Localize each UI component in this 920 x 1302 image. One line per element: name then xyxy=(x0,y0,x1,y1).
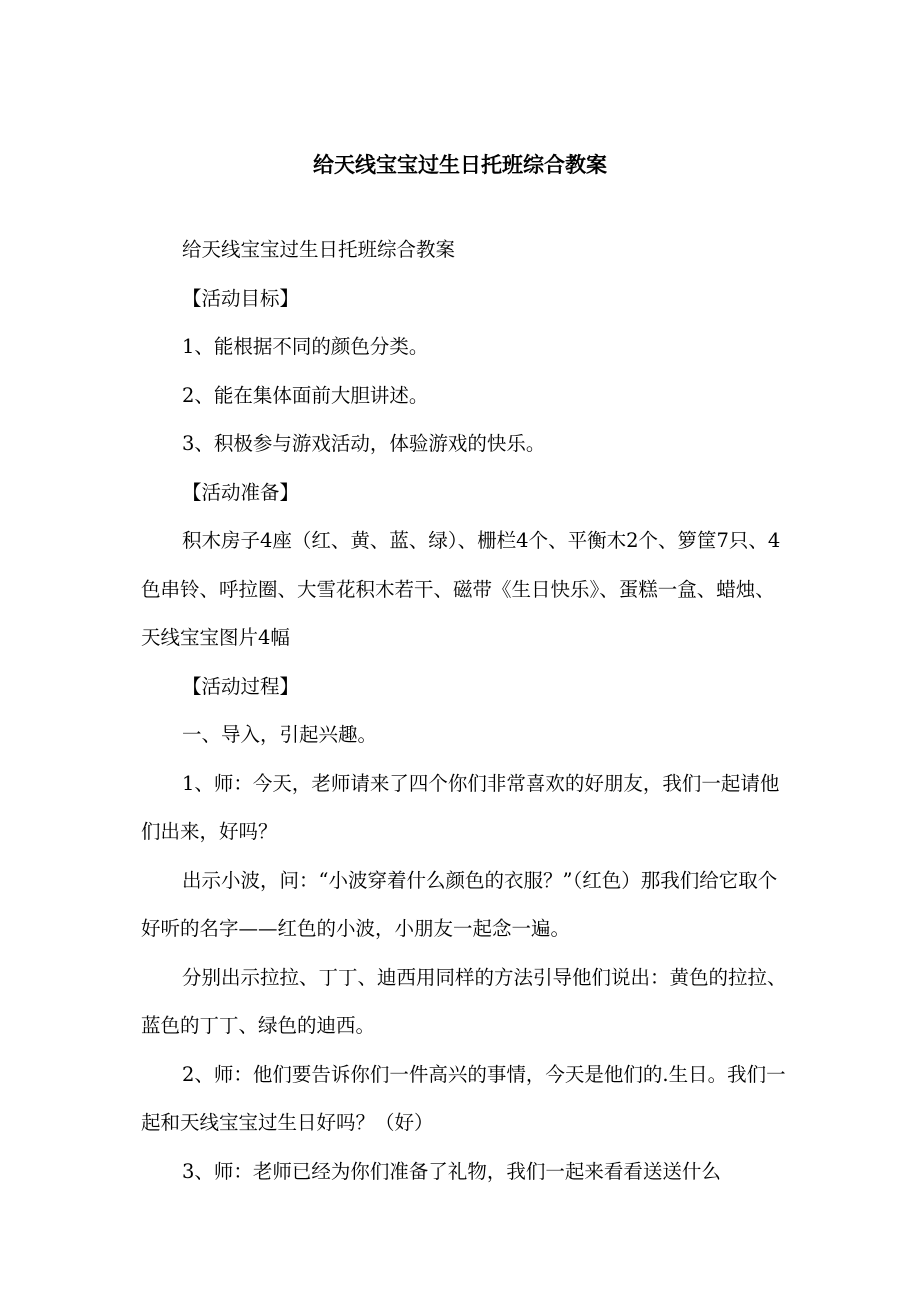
paragraph-heading: 给天线宝宝过生日托班综合教案 xyxy=(182,238,456,261)
section-heading-goals: 【活动目标】 xyxy=(182,286,300,310)
paragraph: 一、导入，引起兴趣。 xyxy=(182,723,378,746)
document-body xyxy=(141,226,791,1196)
paragraph: 2、师：他们要告诉你们一件高兴的事情，今天是他们的.生日。我们一起和天线宝宝过生日好吗？（好） xyxy=(141,1062,786,1134)
document-title: 给天线宝宝过生日托班综合教案 xyxy=(313,153,607,177)
paragraph: 分别出示拉拉、丁丁、迪西用同样的方法引导他们说出：黄色的拉拉、蓝色的丁丁、绿色的迪西。 xyxy=(141,965,787,1037)
paragraph: 出示小波，问：“小波穿着什么颜色的衣服？”（红色）那我们给它取个好听的名字——红色的小波，小朋友一起念一遍。 xyxy=(141,868,778,940)
section-heading-process: 【活动过程】 xyxy=(182,674,300,698)
paragraph: 1、师：今天，老师请来了四个你们非常喜欢的好朋友，我们一起请他们出来，好吗？ xyxy=(141,771,780,843)
paragraph: 3、积极参与游戏活动，体验游戏的快乐。 xyxy=(182,432,546,455)
paragraph: 1、能根据不同的颜色分类。 xyxy=(182,335,429,358)
paragraph: 3、师：老师已经为你们准备了礼物，我们一起来看看送送什么 xyxy=(182,1159,721,1183)
paragraph: 2、能在集体面前大胆讲述。 xyxy=(182,383,429,407)
paragraph: 积木房子4座（红、黄、蓝、绿）、栅栏4个、平衡木2个、箩筐7只、4色串铃、呼拉圈、大雪花积木若干、磁带《生日快乐》、蛋糕一盒、蜡烛、天线宝宝图片4幅 xyxy=(141,529,781,649)
section-heading-preparation: 【活动准备】 xyxy=(182,480,300,504)
